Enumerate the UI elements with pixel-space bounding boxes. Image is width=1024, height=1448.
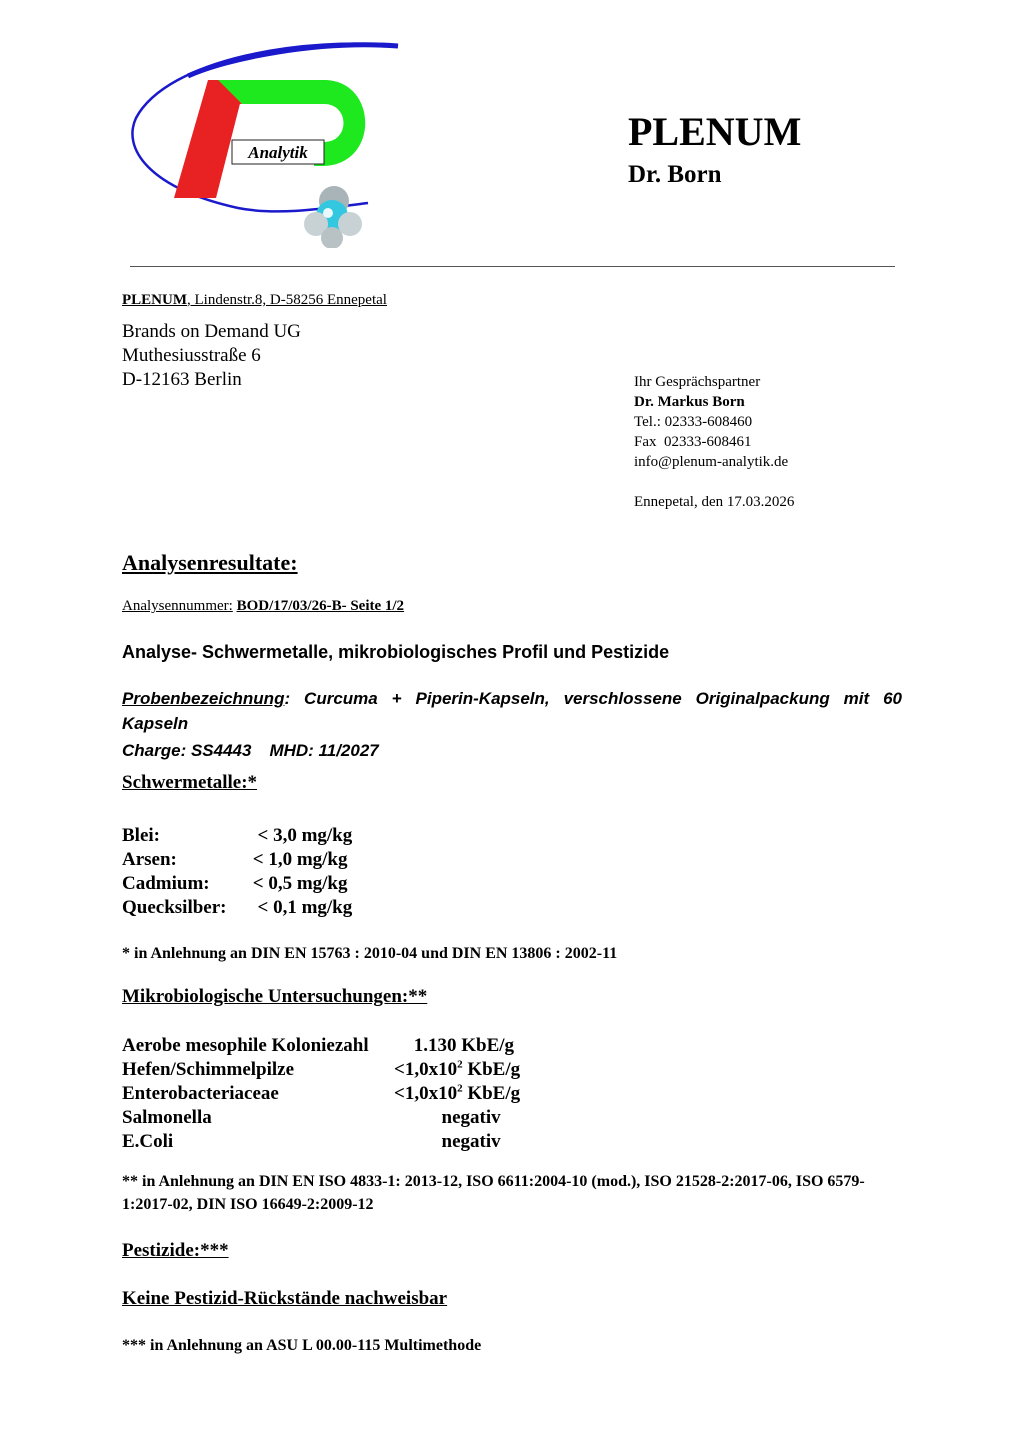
table-row [122, 1106, 520, 1130]
recipient-company: Brands on Demand UG [122, 321, 301, 342]
micro-name: Hefen/Schimmelpilze [122, 1059, 295, 1080]
heavy-metals-table [122, 824, 352, 920]
contact-fax: Fax 02333-608461 [634, 434, 752, 450]
micro-value-unit: KbE/g [462, 1083, 521, 1104]
pesticides-heading: Pestizide:*** [122, 1240, 229, 1261]
recipient-address [122, 320, 301, 392]
pesticides-result: Keine Pestizid-Rückstände nachweisbar [122, 1288, 448, 1309]
analysis-number [122, 598, 404, 615]
contact-name: Dr. Markus Born [634, 394, 745, 410]
batch-number: Charge: SS4443 [122, 741, 252, 760]
micro-name: Enterobacteriaceae [122, 1083, 279, 1104]
sample-label: Probenbezeichnung [122, 689, 285, 708]
sender-street: , Lindenstr.8, D-58256 Ennepetal [187, 292, 387, 308]
micro-value: 1.130 KbE/g [390, 1035, 515, 1056]
page-title: Analysenresultate: [122, 550, 298, 575]
contact-label: Ihr Gesprächspartner [634, 374, 761, 390]
recipient-street: Muthesiusstraße 6 [122, 345, 261, 366]
table-row [122, 1082, 520, 1106]
heavy-metals-heading: Schwermetalle:* [122, 772, 258, 793]
micro-value-exponent: 2 [457, 1058, 463, 1071]
table-row [122, 1130, 520, 1154]
metal-value: < 0,5 mg/kg [248, 873, 348, 894]
micro-value [394, 1058, 520, 1082]
metal-value: < 1,0 mg/kg [248, 849, 348, 870]
header-divider [130, 266, 895, 267]
analysis-number-label: Analysennummer: [122, 598, 233, 614]
micro-name: E.Coli [122, 1131, 174, 1152]
micro-value-exponent: 2 [457, 1082, 463, 1095]
heavy-metals-note: * in Anlehnung an DIN EN 15763 : 2010-04 und DIN EN 13806 : 2002-11 [122, 945, 618, 962]
metal-name: Cadmium: [122, 873, 210, 894]
best-before: MHD: 11/2027 [269, 741, 379, 760]
sender-name: PLENUM [122, 292, 187, 308]
batch-info [122, 741, 397, 761]
micro-value: negativ [394, 1107, 501, 1128]
contact-tel: Tel.: 02333-608460 [634, 414, 753, 430]
table-row [122, 872, 352, 896]
analysis-number-value: BOD/17/03/26-B- Seite 1/2 [236, 598, 405, 614]
metal-name: Quecksilber: [122, 897, 227, 918]
table-row [122, 896, 352, 920]
table-row [122, 1058, 520, 1082]
contact-block [634, 372, 794, 512]
recipient-city: D-12163 Berlin [122, 369, 242, 390]
analysis-title: Analyse- Schwermetalle, mikrobiologisches Profil und Pestizide [122, 642, 670, 662]
micro-name: Aerobe mesophile Koloniezahl [122, 1035, 369, 1056]
metal-value: < 3,0 mg/kg [248, 825, 353, 846]
sender-address [122, 292, 387, 309]
brand-name: PLENUM [628, 109, 802, 154]
logo-analytik-text: Analytik [248, 143, 308, 162]
document-date: Ennepetal, den 17.03.2026 [634, 494, 795, 510]
micro-value: negativ [394, 1131, 501, 1152]
micro-name: Salmonella [122, 1107, 212, 1128]
contact-email: info@plenum-analytik.de [634, 454, 789, 470]
plenum-analytik-logo [128, 38, 408, 248]
metal-value: < 0,1 mg/kg [248, 897, 353, 918]
micro-value-base: <1,0x10 [394, 1059, 458, 1080]
sample-value: : Curcuma + Piperin-Kapseln, verschlossene Originalpackung mit 60 Kapseln [122, 689, 902, 733]
pesticides-note: *** in Anlehnung an ASU L 00.00-115 Multimethode [122, 1337, 482, 1354]
metal-name: Arsen: [122, 849, 177, 870]
metal-name: Blei: [122, 825, 160, 846]
micro-value-base: <1,0x10 [394, 1083, 458, 1104]
table-row [122, 848, 352, 872]
micro-value [394, 1082, 520, 1106]
microbiology-note: ** in Anlehnung an DIN EN ISO 4833-1: 2013-12, ISO 6611:2004-10 (mod.), ISO 21528-2:2017-06, ISO 6579-1:2017-02, DIN ISO 16649-2:2009-12 [122, 1173, 865, 1213]
micro-value-unit: KbE/g [462, 1059, 521, 1080]
microbiology-heading: Mikrobiologische Untersuchungen:** [122, 986, 428, 1007]
table-row [122, 1034, 520, 1058]
sample-description [122, 686, 902, 736]
microbiology-table [122, 1034, 520, 1154]
brand-subtitle: Dr. Born [628, 161, 722, 188]
logo-molecule-icon [304, 186, 362, 248]
table-row [122, 824, 352, 848]
